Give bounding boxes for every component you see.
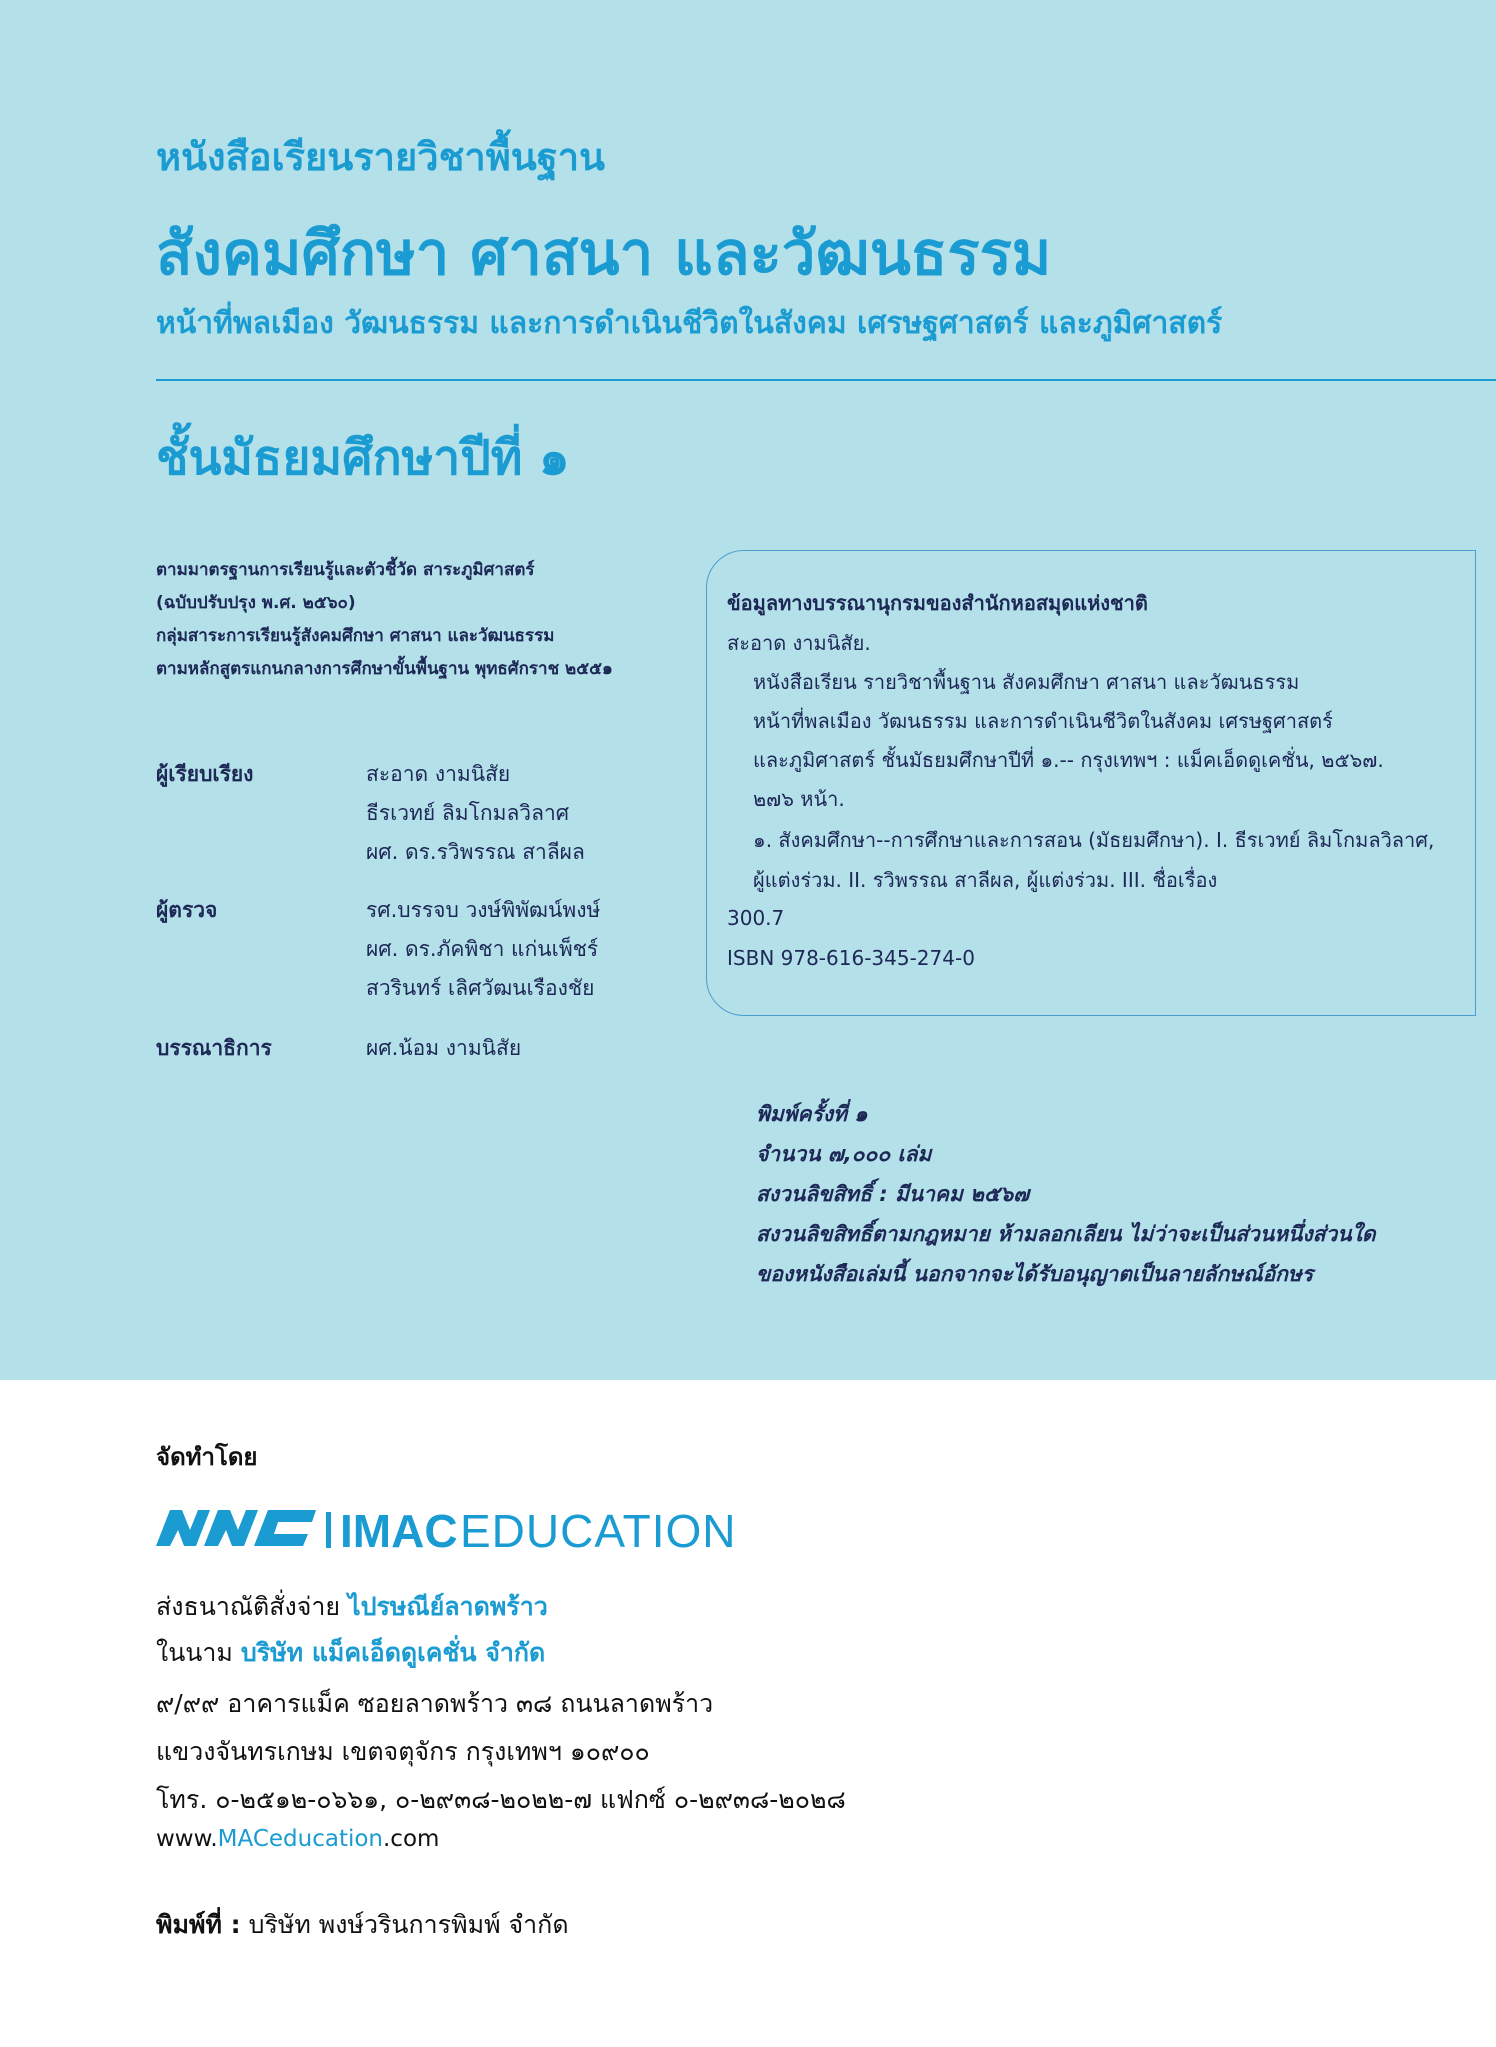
author-name: สะอาด งามนิสัย bbox=[366, 762, 511, 786]
book-subtitle: หน้าที่พลเมือง วัฒนธรรม และการดำเนินชีวิตในสังคม เศรษฐศาสตร์ และภูมิศาสตร์ bbox=[156, 306, 1223, 341]
standards-line: (ฉบับปรับปรุง พ.ศ. ๒๕๖๐) bbox=[156, 593, 356, 613]
address-line-2: แขวงจันทรเกษม เขตจตุจักร กรุงเทพฯ ๑๐๙๐๐ bbox=[156, 1737, 650, 1766]
web-suffix: .com bbox=[383, 1826, 440, 1852]
payee-line bbox=[156, 1633, 545, 1673]
cip-title: ข้อมูลทางบรรณานุกรมของสำนักหอสมุดแห่งชาติ bbox=[727, 591, 1148, 615]
standards-line: กลุ่มสาระการเรียนรู้สังคมศึกษา ศาสนา และวัฒนธรรม bbox=[156, 626, 555, 646]
editor-label: บรรณาธิการ bbox=[156, 1036, 272, 1060]
print-info-line: ของหนังสือเล่มนี้ นอกจากจะได้รับอนุญาตเป็นลายลักษณ์อักษร bbox=[756, 1262, 1314, 1286]
cip-line: หน้าที่พลเมือง วัฒนธรรม และการดำเนินชีวิตในสังคม เศรษฐศาสตร์ bbox=[753, 709, 1333, 733]
produced-by-label: จัดทำโดย bbox=[156, 1443, 258, 1471]
printer-line bbox=[156, 1905, 569, 1945]
divider bbox=[156, 379, 1496, 381]
standards-line: ตามมาตรฐานการเรียนรู้และตัวชี้วัด สาระภูมิศาสตร์ bbox=[156, 560, 535, 580]
payee-prefix: ในนาม bbox=[156, 1638, 233, 1667]
mac-education-logo bbox=[156, 1500, 796, 1560]
money-order-line bbox=[156, 1587, 548, 1627]
money-order-prefix: ส่งธนาณัติสั่งจ่าย bbox=[156, 1592, 341, 1621]
reviewer-name: รศ.บรรจบ วงษ์พิพัฒน์พงษ์ bbox=[366, 898, 601, 922]
reviewer-name: สวรินทร์ เลิศวัฒนเรืองชัย bbox=[366, 976, 595, 1000]
print-info-line: สงวนลิขสิทธิ์ : มีนาคม ๒๕๖๗ bbox=[756, 1182, 1029, 1206]
print-info-line: สงวนลิขสิทธิ์ตามกฎหมาย ห้ามลอกเลียน ไม่ว่าจะเป็นส่วนหนึ่งส่วนใด bbox=[756, 1222, 1376, 1246]
print-info-line: พิมพ์ครั้งที่ ๑ bbox=[756, 1102, 868, 1126]
printer-name: บริษัท พงษ์วรินการพิมพ์ จำกัด bbox=[248, 1910, 569, 1939]
authors-label: ผู้เรียบเรียง bbox=[156, 762, 254, 786]
cip-line: หนังสือเรียน รายวิชาพื้นฐาน สังคมศึกษา ศาสนา และวัฒนธรรม bbox=[753, 670, 1300, 694]
phone-fax: โทร. ๐-๒๕๑๒-๐๖๖๑, ๐-๒๙๓๘-๒๐๒๒-๗ แฟกซ์ ๐-๒๙๓๘-๒๐๒๘ bbox=[156, 1785, 846, 1814]
author-name: ผศ. ดร.รวิพรรณ สาลีผล bbox=[366, 840, 585, 864]
cip-line: ๑. สังคมศึกษา--การศึกษาและการสอน (มัธยมศึกษา). I. ธีรเวทย์ ลิมโกมลวิลาศ, bbox=[753, 828, 1435, 852]
printer-label: พิมพ์ที่ : bbox=[156, 1910, 241, 1939]
cip-line: และภูมิศาสตร์ ชั้นมัธยมศึกษาปีที่ ๑.-- กรุงเทพฯ : แม็คเอ็ดดูเคชั่น, ๒๕๖๗. bbox=[753, 748, 1384, 772]
series-label: หนังสือเรียนรายวิชาพื้นฐาน bbox=[156, 135, 606, 179]
address-line-1: ๙/๙๙ อาคารแม็ค ซอยลาดพร้าว ๓๘ ถนนลาดพร้าว bbox=[156, 1689, 714, 1718]
reviewers-label: ผู้ตรวจ bbox=[156, 898, 218, 922]
cip-isbn: ISBN 978-616-345-274-0 bbox=[727, 946, 975, 970]
logo-text-light: EDUCATION bbox=[460, 1505, 737, 1557]
post-office: ไปรษณีย์ลาดพร้าว bbox=[348, 1592, 548, 1621]
web-prefix: www. bbox=[156, 1826, 218, 1852]
grade-level: ชั้นมัธยมศึกษาปีที่ ๑ bbox=[156, 430, 570, 486]
author-name: ธีรเวทย์ ลิมโกมลวิลาศ bbox=[366, 801, 570, 825]
reviewer-name: ผศ. ดร.ภัคพิชา แก่นเพ็ชร์ bbox=[366, 937, 599, 961]
cip-class-number: 300.7 bbox=[727, 906, 785, 930]
cip-line: ผู้แต่งร่วม. II. รวิพรรณ สาลีผล, ผู้แต่งร่วม. III. ชื่อเรื่อง bbox=[753, 868, 1218, 892]
editor-name: ผศ.น้อม งามนิสัย bbox=[366, 1036, 522, 1060]
cip-line: ๒๗๖ หน้า. bbox=[753, 787, 845, 811]
cip-line: สะอาด งามนิสัย. bbox=[727, 631, 871, 655]
print-info-line: จำนวน ๗,๐๐๐ เล่ม bbox=[756, 1142, 932, 1166]
logo-text-bold: IMAC bbox=[340, 1505, 458, 1557]
payee-name: บริษัท แม็คเอ็ดดูเคชั่น จำกัด bbox=[240, 1638, 546, 1667]
web-brand: MACeducation bbox=[217, 1826, 383, 1852]
standards-line: ตามหลักสูตรแกนกลางการศึกษาขั้นพื้นฐาน พุทธศักราช ๒๕๕๑ bbox=[156, 659, 613, 679]
book-title: สังคมศึกษา ศาสนา และวัฒนธรรม bbox=[156, 219, 1052, 289]
website-link[interactable] bbox=[156, 1826, 439, 1852]
